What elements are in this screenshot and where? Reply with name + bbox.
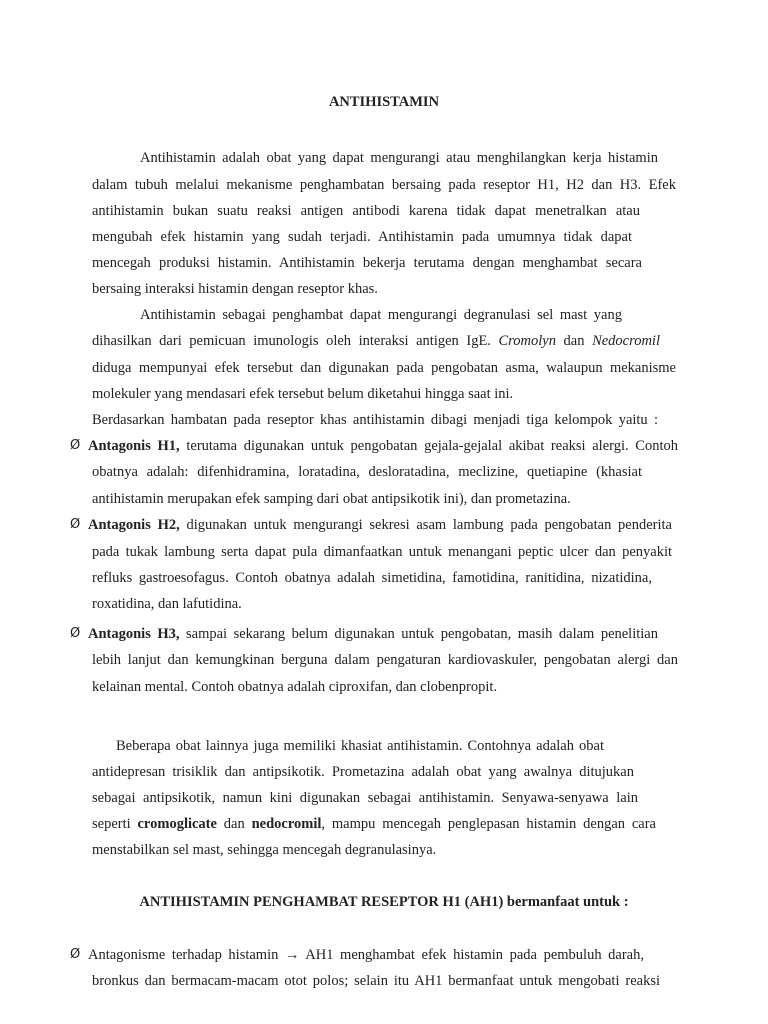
text-line: mengubah efek histamin yang sudah terjadi. Antihistamin pada umumnya tidak dapat [92,229,632,245]
bold-term: Antagonis H2, [88,517,180,533]
text-line: bersaing interaksi histamin dengan reseptor khas. [92,281,378,297]
text-line: Antihistamin adalah obat yang dapat mengurangi atau menghilangkan kerja histamin [140,150,658,166]
bullet-icon: Ø [70,517,81,532]
text-line: obatnya adalah: difenhidramina, loratadina, desloratadina, meclizine, quetiapine (khasiat [92,464,642,480]
text-line [92,815,656,833]
title-text: ANTIHISTAMIN [328,94,440,110]
text-line: molekuler yang mendasari efek tersebut belum diketahui hingga saat ini. [92,386,514,402]
text-line: sebagai antipsikotik, namun kini digunakan sebagai antihistamin. Senyawa-senyawa lain [92,790,638,806]
italic-term: Nedocromil [592,333,660,349]
text-line: refluks gastroesofagus. Contoh obatnya adalah simetidina, famotidina, ranitidina, nizatidina, [92,570,652,586]
text-line: lebih lanjut dan kemungkinan berguna dalam pengaturan kardiovaskuler, pengobatan alergi dan [92,652,678,668]
italic-term: Cromolyn [498,333,556,349]
bold-term: Antagonis H1, [88,438,180,454]
text-line [88,437,678,455]
section-heading [92,893,676,911]
text-line: menstabilkan sel mast, sehingga mencegah degranulasinya. [92,842,437,858]
text-line: diduga mempunyai efek tersebut dan digunakan pada pengobatan asma, walaupun mekanisme [92,360,676,376]
text-segment: dan [555,333,593,349]
text-line: kelainan mental. Contoh obatnya adalah ciproxifan, dan clobenpropit. [92,679,498,695]
text-segment: digunakan untuk mengurangi sekresi asam lambung pada pengobatan penderita [179,517,672,533]
text-segment: , mampu mencegah penglepasan histamin dengan cara [321,816,656,832]
bold-term: cromoglicate [137,816,217,832]
text-line [88,625,658,643]
text-line: mencegah produksi histamin. Antihistamin bekerja terutama dengan menghambat secara [92,255,642,271]
bullet-icon: Ø [70,626,81,641]
text-line: pada tukak lambung serta dapat pula dimanfaatkan untuk menangani peptic ulcer dan penyakit [92,544,672,560]
text-segment: terutama digunakan untuk pengobatan gejala-gejalal akibat reaksi alergi. Contoh [179,438,678,454]
text-line: antihistamin bukan suatu reaksi antigen antibodi karena tidak dapat menetralkan atau [92,203,640,219]
heading-text: bermanfaat untuk : [506,894,629,910]
heading-text: ANTIHISTAMIN PENGHAMBAT RESEPTOR H1 (AH1) [139,894,507,910]
text-line: bronkus dan bermacam-macam otot polos; selain itu AH1 bermanfaat untuk mengobati reaksi [92,973,660,989]
bullet-icon: Ø [70,438,81,453]
text-line: dalam tubuh melalui mekanisme penghambatan bersaing pada reseptor H1, H2 dan H3. Efek [92,177,676,193]
text-line: Beberapa obat lainnya juga memiliki khasiat antihistamin. Contohnya adalah obat [116,738,604,754]
document-title [92,93,676,111]
bold-term: nedocromil [251,816,322,832]
bullet-icon: Ø [70,947,81,962]
text-line: Antagonisme terhadap histamin → AH1 menghambat efek histamin pada pembuluh darah, [88,947,644,963]
text-segment: dan [216,816,252,832]
text-segment: sampai sekarang belum digunakan untuk pengobatan, masih dalam penelitian [179,626,658,642]
text-line [88,516,672,534]
text-line [92,332,660,350]
text-line: Berdasarkan hambatan pada reseptor khas antihistamin dibagi menjadi tiga kelompok yaitu : [92,412,658,428]
text-line: roxatidina, dan lafutidina. [92,596,242,612]
text-line: Antihistamin sebagai penghambat dapat mengurangi degranulasi sel mast yang [140,307,622,323]
bold-term: Antagonis H3, [88,626,180,642]
text-line: antidepresan trisiklik dan antipsikotik. Prometazina adalah obat yang awalnya ditujukan [92,764,634,780]
text-segment: dihasilkan dari pemicuan imunologis oleh interaksi antigen IgE. [92,333,499,349]
text-segment: seperti [92,816,138,832]
text-line: antihistamin merupakan efek samping dari obat antipsikotik ini), dan prometazina. [92,491,571,507]
